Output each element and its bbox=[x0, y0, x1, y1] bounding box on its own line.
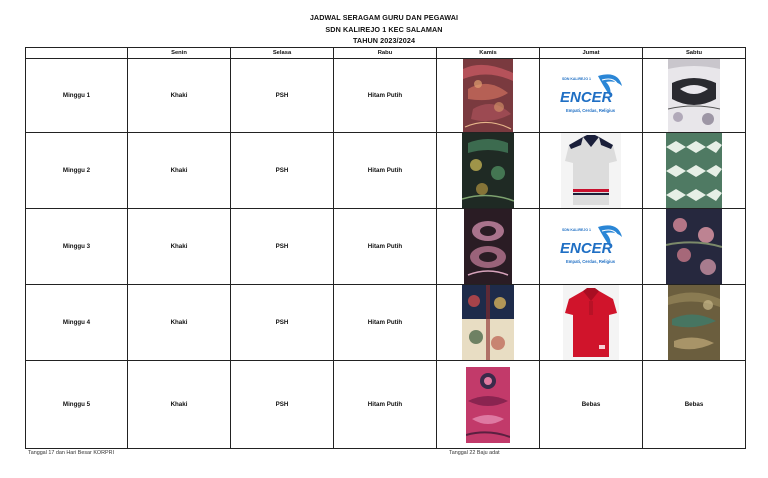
cell-jumat bbox=[540, 59, 643, 133]
batik-white-black-photo bbox=[668, 59, 720, 132]
cell-kamis bbox=[437, 361, 540, 449]
cell-rabu: Hitam Putih bbox=[334, 285, 437, 361]
cell-senin: Khaki bbox=[128, 59, 231, 133]
footer-note-right: Tanggal 22 Baju adat bbox=[449, 450, 500, 456]
table-row bbox=[26, 285, 746, 361]
header-kamis: Kamis bbox=[437, 48, 540, 59]
cell-jumat bbox=[540, 133, 643, 209]
cell-kamis bbox=[437, 209, 540, 285]
header-sabtu: Sabtu bbox=[643, 48, 746, 59]
week-label: Minggu 5 bbox=[26, 361, 128, 449]
table-header-row bbox=[26, 48, 746, 59]
week-label: Minggu 3 bbox=[26, 209, 128, 285]
grey-polo-shirt-photo bbox=[561, 133, 621, 208]
red-polo-shirt-photo bbox=[563, 285, 619, 360]
cell-jumat bbox=[540, 209, 643, 285]
header-empty bbox=[26, 48, 128, 59]
header-jumat: Jumat bbox=[540, 48, 643, 59]
cell-jumat bbox=[540, 285, 643, 361]
title-line-1: JADWAL SERAGAM GURU DAN PEGAWAI bbox=[309, 13, 459, 22]
batik-dark-green-photo bbox=[462, 133, 514, 208]
title-line-3: TAHUN 2023/2024 bbox=[352, 36, 416, 45]
week-label: Minggu 4 bbox=[26, 285, 128, 361]
cell-sabtu: Bebas bbox=[643, 361, 746, 449]
batik-magenta-photo bbox=[466, 367, 510, 443]
cell-sabtu bbox=[643, 209, 746, 285]
logo-tagline: Empati, Cerdas, Religius bbox=[566, 258, 616, 264]
cell-senin: Khaki bbox=[128, 209, 231, 285]
logo-brand-text: ENCER bbox=[560, 239, 613, 257]
table-row bbox=[26, 209, 746, 285]
cell-selasa: PSH bbox=[231, 285, 334, 361]
cell-kamis bbox=[437, 133, 540, 209]
cell-rabu: Hitam Putih bbox=[334, 133, 437, 209]
cell-rabu: Hitam Putih bbox=[334, 209, 437, 285]
document-header bbox=[0, 12, 768, 47]
week-label: Minggu 2 bbox=[26, 133, 128, 209]
header-senin: Senin bbox=[128, 48, 231, 59]
cell-senin: Khaki bbox=[128, 285, 231, 361]
footer-note-left: Tanggal 17 dan Hari Besar KORPRI bbox=[28, 450, 114, 456]
batik-green-white-photo bbox=[666, 133, 722, 208]
header-selasa: Selasa bbox=[231, 48, 334, 59]
table-row bbox=[26, 133, 746, 209]
cell-kamis bbox=[437, 285, 540, 361]
cell-sabtu bbox=[643, 59, 746, 133]
cell-selasa: PSH bbox=[231, 361, 334, 449]
batik-navy-cream-photo bbox=[462, 285, 514, 360]
table-row bbox=[26, 361, 746, 449]
batik-black-pink-photo bbox=[464, 209, 512, 284]
cell-sabtu bbox=[643, 285, 746, 361]
cell-rabu: Hitam Putih bbox=[334, 59, 437, 133]
encer-logo-image bbox=[556, 66, 626, 126]
cell-selasa: PSH bbox=[231, 59, 334, 133]
logo-brand-text: ENCER bbox=[560, 88, 613, 106]
uniform-schedule-table bbox=[25, 47, 746, 449]
cell-senin: Khaki bbox=[128, 133, 231, 209]
logo-small-text: SDN KALIREJO 1 bbox=[562, 227, 591, 232]
logo-tagline: Empati, Cerdas, Religius bbox=[566, 107, 616, 113]
header-rabu: Rabu bbox=[334, 48, 437, 59]
week-label: Minggu 1 bbox=[26, 59, 128, 133]
cell-selasa: PSH bbox=[231, 209, 334, 285]
cell-senin: Khaki bbox=[128, 361, 231, 449]
cell-selasa: PSH bbox=[231, 133, 334, 209]
cell-sabtu bbox=[643, 133, 746, 209]
cell-jumat: Bebas bbox=[540, 361, 643, 449]
encer-logo-image bbox=[556, 217, 626, 277]
logo-small-text: SDN KALIREJO 1 bbox=[562, 76, 591, 81]
title-line-2: SDN KALIREJO 1 KEC SALAMAN bbox=[325, 24, 443, 34]
table-row bbox=[26, 59, 746, 133]
batik-navy-floral-photo bbox=[666, 209, 722, 284]
batik-olive-photo bbox=[668, 285, 720, 360]
cell-kamis bbox=[437, 59, 540, 133]
batik-red-floral-photo bbox=[463, 59, 513, 132]
cell-rabu: Hitam Putih bbox=[334, 361, 437, 449]
